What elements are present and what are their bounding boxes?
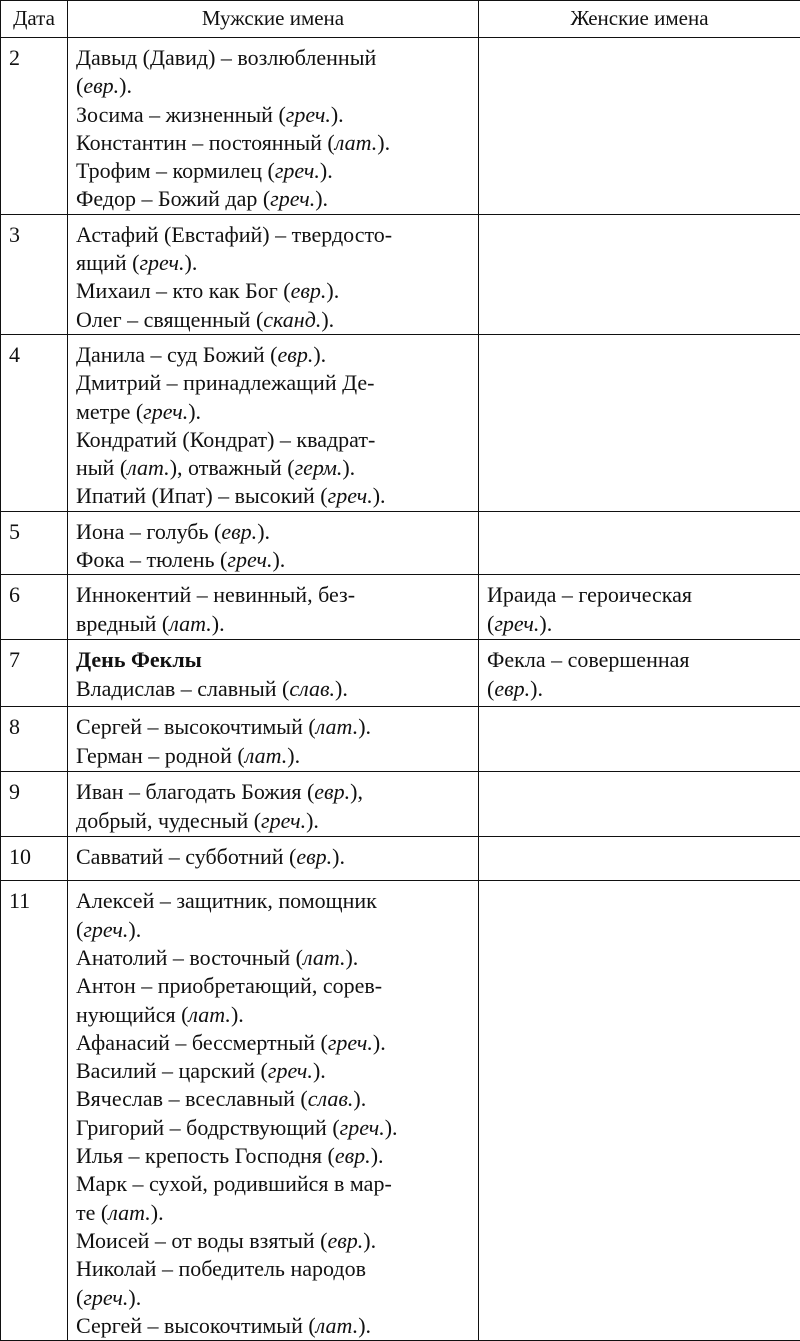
header-female-names: Женские имена [479,1,800,38]
name-entry-line [76,675,478,703]
entry-text: ). [119,73,132,98]
table-row [1,334,800,511]
name-entry-line [76,546,478,574]
entry-text: Савватий – субботний ( [76,844,296,869]
name-entry-line [76,426,478,454]
name-entry-line [487,610,800,638]
name-entry-line [76,1170,478,1198]
female-names-cell [479,640,800,707]
name-entry-line [76,1085,478,1113]
name-entry-line [76,972,478,1000]
name-entry-line [76,1001,478,1029]
male-names-cell [68,881,479,1341]
entry-text: Дмитрий – принадлежащий Де- [76,370,374,395]
origin-label: греч. [261,808,306,833]
origin-label: евр. [221,519,257,544]
entry-text: Марк – сухой, родившийся в мар- [76,1171,392,1196]
origin-label: евр. [83,73,119,98]
name-entry-line [76,887,478,915]
name-entry-line [76,916,478,944]
entry-text: ( [76,917,83,942]
entry-text: Моисей – от воды взятый ( [76,1228,327,1253]
entry-text: ный ( [76,455,127,480]
entry-text: Сергей – высокочтимый ( [76,714,316,739]
entry-text: Ипатий (Ипат) – высокий ( [76,483,328,508]
name-entry-line [76,581,478,609]
entry-text: Михаил – кто как Бог ( [76,278,291,303]
female-names-cell [479,214,800,334]
entry-text: Иона – голубь ( [76,519,221,544]
name-entry-line [76,1199,478,1227]
entry-text: ). [358,1313,371,1338]
origin-label: греч. [286,102,331,127]
entry-text: ). [331,102,344,127]
entry-text: ящий ( [76,250,139,275]
entry-text: ). [358,714,371,739]
entry-text: ). [321,307,334,332]
entry-text: ). [539,611,552,636]
male-names-cell [68,575,479,640]
entry-text: Зосима – жизненный ( [76,102,286,127]
date-cell: 10 [1,837,68,881]
name-entry-line [76,306,478,334]
origin-label: греч. [494,611,539,636]
name-entry-line [487,581,800,609]
entry-text: ). [363,1228,376,1253]
entry-text: ). [185,250,198,275]
entry-text: ). [128,917,141,942]
date-cell: 4 [1,334,68,511]
origin-label: лат. [127,455,170,480]
name-entry-line [76,610,478,638]
table-row [1,38,800,215]
name-entry-line [76,482,478,510]
entry-text: ). [287,743,300,768]
name-entry-line [76,1114,478,1142]
name-entry-line [76,44,478,72]
female-names-cell [479,511,800,575]
table-row [1,772,800,837]
name-entry-line [76,1255,478,1283]
name-entry-line [76,341,478,369]
name-entry-line [76,129,478,157]
origin-label: слав. [308,1086,354,1111]
name-entry-line [76,778,478,806]
origin-label: лат. [303,945,346,970]
origin-label: греч. [328,1030,373,1055]
date-cell: 5 [1,511,68,575]
entry-text: ). [306,808,319,833]
entry-text: Сергей – высокочтимый ( [76,1313,316,1338]
male-names-cell [68,511,479,575]
origin-label: евр. [278,342,314,367]
origin-label: греч. [83,1285,128,1310]
entry-text: ). [385,1115,398,1140]
entry-text: ). [373,483,386,508]
origin-label: лат. [316,1313,359,1338]
feast-day-title: День Феклы [76,647,202,672]
entry-text: метре ( [76,399,143,424]
header-row [1,1,800,38]
entry-text: Николай – победитель народов [76,1256,366,1281]
male-names-cell [68,772,479,837]
date-cell: 3 [1,214,68,334]
origin-label: евр. [296,844,332,869]
entry-text: Василий – царский ( [76,1058,268,1083]
name-entry-line [76,1057,478,1085]
origin-label: евр. [291,278,327,303]
origin-label: сканд. [263,307,321,332]
name-entry-line [76,277,478,305]
male-names-cell [68,837,479,881]
entry-text: ), отважный ( [170,455,295,480]
female-names-cell [479,334,800,511]
entry-text: Трофим – кормилец ( [76,158,275,183]
entry-text: ). [377,130,390,155]
table-row [1,881,800,1341]
entry-text: Владислав – славный ( [76,676,289,701]
origin-label: греч. [83,917,128,942]
entry-text: ( [487,676,494,701]
entry-text: ). [326,278,339,303]
male-names-cell [68,640,479,707]
entry-text: ). [257,519,270,544]
table-row [1,837,800,881]
male-names-cell [68,707,479,772]
date-cell: 2 [1,38,68,215]
origin-label: лат. [335,130,378,155]
entry-text: Герман – родной ( [76,743,245,768]
entry-text: ). [272,547,285,572]
entry-text: Данила – суд Божий ( [76,342,278,367]
entry-text: ( [487,611,494,636]
male-names-cell [68,38,479,215]
female-names-cell [479,38,800,215]
name-entry-line [76,1312,478,1340]
male-names-cell [68,334,479,511]
entry-text: ). [371,1143,384,1168]
name-entry-line [76,1284,478,1312]
female-names-cell [479,575,800,640]
name-entry-line [76,1227,478,1255]
origin-label: евр. [327,1228,363,1253]
entry-text: ). [231,1002,244,1027]
name-entry-line [76,843,478,871]
name-entry-line [76,101,478,129]
origin-label: греч. [275,158,320,183]
name-entry-line [76,454,478,482]
entry-text: Давыд (Давид) – возлюбленный [76,45,376,70]
entry-text: добрый, чудесный ( [76,808,261,833]
origin-label: греч. [340,1115,385,1140]
female-names-cell [479,772,800,837]
entry-text: Олег – священный ( [76,307,263,332]
name-entry-line [76,157,478,185]
female-names-cell [479,707,800,772]
male-names-cell [68,214,479,334]
name-entry-line [76,807,478,835]
name-entry-line [76,249,478,277]
entry-text: Иннокентий – невинный, без- [76,582,355,607]
origin-label: лат. [316,714,359,739]
origin-label: греч. [270,186,315,211]
origin-label: лат. [169,611,212,636]
name-entry-line [76,1142,478,1170]
name-entry-line [76,944,478,972]
entry-text: ). [151,1200,164,1225]
entry-text: ). [212,611,225,636]
entry-text: Вячеслав – всеславный ( [76,1086,308,1111]
entry-text: ). [345,945,358,970]
date-cell: 6 [1,575,68,640]
name-entry-line [76,518,478,546]
name-entry-line [487,675,800,703]
entry-text: Антон – приобретающий, сорев- [76,973,382,998]
origin-label: герм. [295,455,343,480]
origin-label: греч. [227,547,272,572]
entry-text: Григорий – бодрствующий ( [76,1115,340,1140]
name-entry-line [76,72,478,100]
header-date: Дата [1,1,68,38]
date-cell: 11 [1,881,68,1341]
entry-text: Федор – Божий дар ( [76,186,270,211]
entry-text: вредный ( [76,611,169,636]
entry-text: Фекла – совершенная [487,647,690,672]
name-entry-line [76,369,478,397]
table-row [1,640,800,707]
origin-label: евр. [494,676,530,701]
entry-text: ). [313,342,326,367]
name-entry-line [487,646,800,674]
entry-text: Анатолий – восточный ( [76,945,303,970]
entry-text: ). [315,186,328,211]
entry-text: нующийся ( [76,1002,188,1027]
name-entry-line [76,185,478,213]
origin-label: лат. [245,743,288,768]
entry-text: Константин – постоянный ( [76,130,335,155]
entry-text: ). [332,844,345,869]
entry-text: ). [373,1030,386,1055]
female-names-cell [479,881,800,1341]
date-cell: 7 [1,640,68,707]
entry-text: те ( [76,1200,108,1225]
entry-text: ), [350,779,363,804]
origin-label: греч. [328,483,373,508]
date-cell: 8 [1,707,68,772]
name-entry-line [76,742,478,770]
name-entry-line [76,713,478,741]
entry-text: Кондратий (Кондрат) – квадрат- [76,427,375,452]
table-row [1,511,800,575]
name-entry-line [76,1029,478,1057]
entry-text: ). [353,1086,366,1111]
table-row [1,575,800,640]
name-entry-line [76,398,478,426]
entry-text: ). [335,676,348,701]
entry-text: ( [76,73,83,98]
entry-text: ). [342,455,355,480]
table-row [1,707,800,772]
table-row [1,214,800,334]
entry-text: ( [76,1285,83,1310]
entry-text: ). [128,1285,141,1310]
entry-text: Илья – крепость Господня ( [76,1143,335,1168]
origin-label: греч. [268,1058,313,1083]
entry-text: ). [530,676,543,701]
entry-text: Астафий (Евстафий) – твердосто- [76,222,392,247]
date-cell: 9 [1,772,68,837]
entry-text: Ираида – героическая [487,582,692,607]
entry-text: Иван – благодать Божия ( [76,779,314,804]
origin-label: лат. [188,1002,231,1027]
entry-text: ). [188,399,201,424]
female-names-cell [479,837,800,881]
name-entry-line [76,646,478,674]
origin-label: лат. [108,1200,151,1225]
origin-label: греч. [139,250,184,275]
origin-label: евр. [314,779,350,804]
origin-label: греч. [143,399,188,424]
entry-text: Фока – тюлень ( [76,547,227,572]
header-male-names: Мужские имена [68,1,479,38]
origin-label: слав. [289,676,335,701]
entry-text: ). [313,1058,326,1083]
entry-text: Афанасий – бессмертный ( [76,1030,328,1055]
name-entry-line [76,221,478,249]
entry-text: Алексей – защитник, помощник [76,888,377,913]
entry-text: ). [320,158,333,183]
origin-label: евр. [335,1143,371,1168]
